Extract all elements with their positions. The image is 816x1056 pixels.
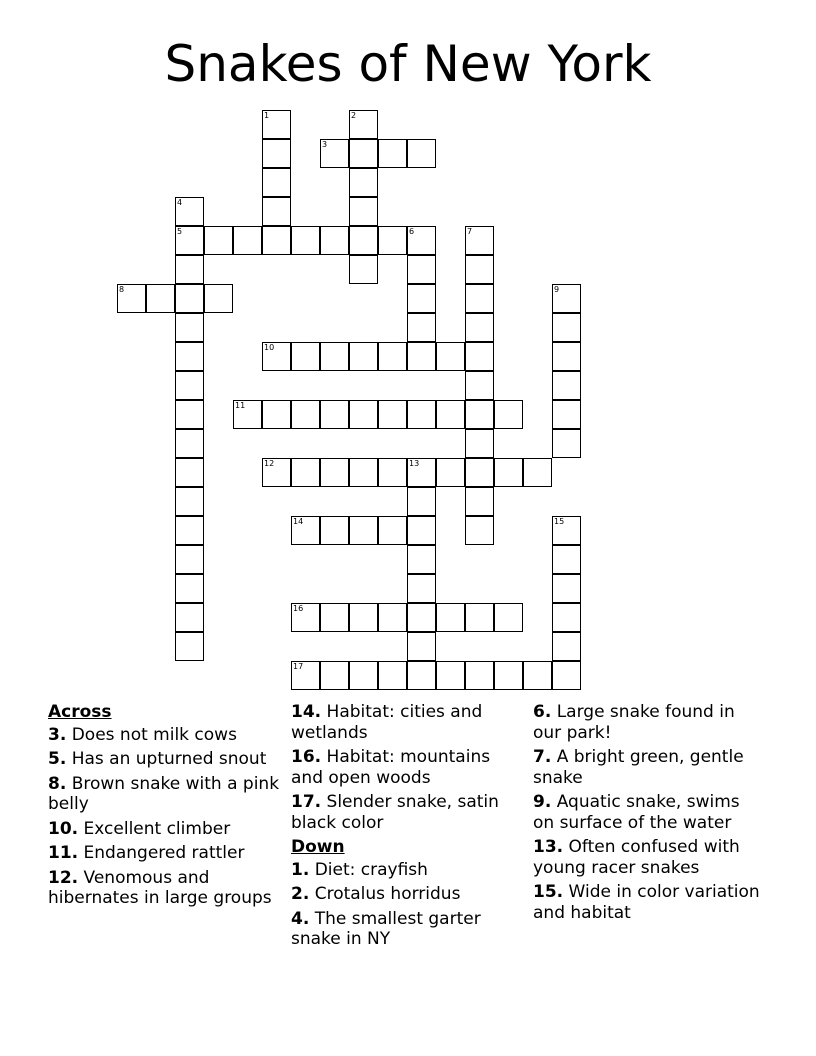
clue-number: 11 xyxy=(235,401,246,410)
grid-cell[interactable] xyxy=(175,545,204,574)
clue-across-12: 12. Venomous and hibernates in large groups xyxy=(48,867,272,908)
clue-number: 8 xyxy=(119,285,125,294)
grid-cell[interactable] xyxy=(407,284,436,313)
grid-cell[interactable] xyxy=(175,371,204,400)
grid-cell[interactable] xyxy=(349,400,378,429)
grid-cell[interactable] xyxy=(407,487,436,516)
clue-column-2 xyxy=(291,702,523,954)
grid-cell[interactable] xyxy=(552,574,581,603)
clue-number: 9 xyxy=(554,285,560,294)
grid-cell[interactable] xyxy=(349,458,378,487)
grid-cell[interactable] xyxy=(320,226,349,255)
clue-across-5: 5. Has an upturned snout xyxy=(48,749,267,769)
grid-cell[interactable] xyxy=(349,255,378,284)
across-heading: Across xyxy=(48,702,112,722)
grid-cell[interactable] xyxy=(407,255,436,284)
grid-cell[interactable] xyxy=(494,603,523,632)
grid-cell[interactable] xyxy=(320,603,349,632)
clue-across-3: 3. Does not milk cows xyxy=(48,724,237,745)
grid-cell[interactable] xyxy=(204,226,233,255)
grid-cell[interactable] xyxy=(349,139,378,168)
grid-cell[interactable] xyxy=(175,574,204,603)
grid-cell[interactable] xyxy=(465,255,494,284)
grid-cell[interactable] xyxy=(465,487,494,516)
grid-cell[interactable] xyxy=(262,168,291,197)
grid-cell[interactable] xyxy=(262,400,291,429)
grid-cell[interactable] xyxy=(407,632,436,661)
clue-down-15: 15. Wide in color variation and habitat xyxy=(533,882,760,923)
clue-number: 5 xyxy=(177,227,183,236)
grid-cell[interactable] xyxy=(349,197,378,226)
grid-cell[interactable] xyxy=(175,342,204,371)
grid-cell[interactable] xyxy=(407,400,436,429)
grid-cell[interactable] xyxy=(378,342,407,371)
grid-cell[interactable] xyxy=(465,342,494,371)
clue-number: 1 xyxy=(264,111,270,120)
grid-cell[interactable] xyxy=(552,661,581,690)
clue-number: 3 xyxy=(322,140,328,149)
clue-across-11: 11. Endangered rattler xyxy=(48,843,245,863)
grid-cell[interactable] xyxy=(349,110,378,139)
grid-cell[interactable] xyxy=(407,342,436,371)
grid-cell[interactable] xyxy=(552,603,581,632)
grid-cell[interactable] xyxy=(436,661,465,690)
grid-cell[interactable] xyxy=(349,168,378,197)
grid-cell[interactable] xyxy=(552,516,581,545)
grid-cell[interactable] xyxy=(523,661,552,690)
grid-cell[interactable] xyxy=(407,139,436,168)
grid-cell[interactable] xyxy=(320,516,349,545)
clue-down-9: 9. Aquatic snake, swims on surface of the water xyxy=(533,792,740,833)
grid-cell[interactable] xyxy=(407,226,436,255)
clue-across-16: 16. Habitat: mountains and open woods xyxy=(291,747,491,788)
grid-cell[interactable] xyxy=(233,226,262,255)
grid-cell[interactable] xyxy=(262,197,291,226)
grid-cell[interactable] xyxy=(407,458,436,487)
grid-cell[interactable] xyxy=(465,226,494,255)
grid-cell[interactable] xyxy=(291,226,320,255)
grid-cell[interactable] xyxy=(465,371,494,400)
grid-cell[interactable] xyxy=(146,284,175,313)
grid-cell[interactable] xyxy=(552,313,581,342)
grid-cell[interactable] xyxy=(320,661,349,690)
grid-cell[interactable] xyxy=(552,342,581,371)
grid-cell[interactable] xyxy=(291,400,320,429)
grid-cell[interactable] xyxy=(175,487,204,516)
grid-cell[interactable] xyxy=(320,342,349,371)
grid-cell[interactable] xyxy=(349,603,378,632)
grid-cell[interactable] xyxy=(175,632,204,661)
grid-cell[interactable] xyxy=(552,284,581,313)
grid-cell[interactable] xyxy=(407,313,436,342)
grid-cell[interactable] xyxy=(175,197,204,226)
grid-cell[interactable] xyxy=(465,400,494,429)
grid-cell[interactable] xyxy=(465,661,494,690)
clue-column-3 xyxy=(533,702,765,927)
grid-cell[interactable] xyxy=(233,400,262,429)
grid-cell[interactable] xyxy=(320,400,349,429)
grid-cell[interactable] xyxy=(262,226,291,255)
grid-cell[interactable] xyxy=(378,603,407,632)
grid-cell[interactable] xyxy=(349,342,378,371)
grid-cell[interactable] xyxy=(204,284,233,313)
grid-cell[interactable] xyxy=(407,516,436,545)
grid-cell[interactable] xyxy=(291,458,320,487)
clue-number: 12 xyxy=(264,459,275,468)
grid-cell[interactable] xyxy=(378,400,407,429)
grid-cell[interactable] xyxy=(291,342,320,371)
grid-cell[interactable] xyxy=(175,284,204,313)
clue-number: 16 xyxy=(293,604,304,613)
grid-cell[interactable] xyxy=(552,545,581,574)
grid-cell[interactable] xyxy=(175,313,204,342)
grid-cell[interactable] xyxy=(175,226,204,255)
grid-cell[interactable] xyxy=(465,458,494,487)
grid-cell[interactable] xyxy=(262,110,291,139)
clue-number: 15 xyxy=(554,517,565,526)
grid-cell[interactable] xyxy=(262,458,291,487)
grid-cell[interactable] xyxy=(378,139,407,168)
clue-number: 10 xyxy=(264,343,275,352)
grid-cell[interactable] xyxy=(436,400,465,429)
clue-number: 7 xyxy=(467,227,473,236)
grid-cell[interactable] xyxy=(436,603,465,632)
grid-cell[interactable] xyxy=(175,458,204,487)
grid-cell[interactable] xyxy=(378,516,407,545)
grid-cell[interactable] xyxy=(175,255,204,284)
grid-cell[interactable] xyxy=(378,226,407,255)
clue-down-13: 13. Often confused with young racer snakes xyxy=(533,837,740,878)
grid-cell[interactable] xyxy=(552,371,581,400)
grid-cell[interactable] xyxy=(465,313,494,342)
grid-cell[interactable] xyxy=(262,342,291,371)
grid-cell[interactable] xyxy=(378,661,407,690)
clue-across-14: 14. Habitat: cities and wetlands xyxy=(291,702,483,743)
grid-cell[interactable] xyxy=(291,603,320,632)
grid-cell[interactable] xyxy=(175,516,204,545)
clue-down-4: 4. The smallest garter snake in NY xyxy=(291,908,481,949)
clue-down-6: 6. Large snake found in our park! xyxy=(533,702,735,743)
grid-cell[interactable] xyxy=(378,458,407,487)
clue-across-8: 8. Brown snake with a pink belly xyxy=(48,773,280,814)
grid-cell[interactable] xyxy=(291,661,320,690)
grid-cell[interactable] xyxy=(117,284,146,313)
clue-number: 6 xyxy=(409,227,415,236)
grid-cell[interactable] xyxy=(436,342,465,371)
grid-cell[interactable] xyxy=(175,400,204,429)
down-heading: Down xyxy=(291,837,345,857)
grid-cell[interactable] xyxy=(291,516,320,545)
clue-down-1: 1. Diet: crayfish xyxy=(291,859,428,880)
clue-number: 4 xyxy=(177,198,183,207)
clue-across-10: 10. Excellent climber xyxy=(48,818,231,839)
grid-cell[interactable] xyxy=(349,226,378,255)
grid-cell[interactable] xyxy=(175,603,204,632)
grid-cell[interactable] xyxy=(407,574,436,603)
grid-cell[interactable] xyxy=(552,429,581,458)
grid-cell[interactable] xyxy=(465,284,494,313)
grid-cell[interactable] xyxy=(262,139,291,168)
grid-cell[interactable] xyxy=(494,458,523,487)
grid-cell[interactable] xyxy=(436,458,465,487)
grid-cell[interactable] xyxy=(465,429,494,458)
grid-cell[interactable] xyxy=(465,516,494,545)
grid-cell[interactable] xyxy=(407,603,436,632)
grid-cell[interactable] xyxy=(552,632,581,661)
grid-cell[interactable] xyxy=(552,400,581,429)
clue-number: 17 xyxy=(293,662,304,671)
grid-cell[interactable] xyxy=(523,458,552,487)
clue-down-2: 2. Crotalus horridus xyxy=(291,884,461,904)
grid-cell[interactable] xyxy=(349,661,378,690)
clue-number: 14 xyxy=(293,517,304,526)
grid-cell[interactable] xyxy=(407,545,436,574)
grid-cell[interactable] xyxy=(175,429,204,458)
grid-cell[interactable] xyxy=(494,400,523,429)
grid-cell[interactable] xyxy=(349,516,378,545)
grid-cell[interactable] xyxy=(320,458,349,487)
clue-column-1 xyxy=(48,702,280,913)
grid-cell[interactable] xyxy=(494,661,523,690)
clue-across-17: 17. Slender snake, satin black color xyxy=(291,792,499,833)
grid-cell[interactable] xyxy=(320,139,349,168)
grid-cell[interactable] xyxy=(407,661,436,690)
page-title: Snakes of New York xyxy=(164,35,652,93)
clue-number: 2 xyxy=(351,111,357,120)
clue-down-7: 7. A bright green, gentle snake xyxy=(533,747,744,788)
clue-number: 13 xyxy=(409,459,420,468)
grid-cell[interactable] xyxy=(465,603,494,632)
